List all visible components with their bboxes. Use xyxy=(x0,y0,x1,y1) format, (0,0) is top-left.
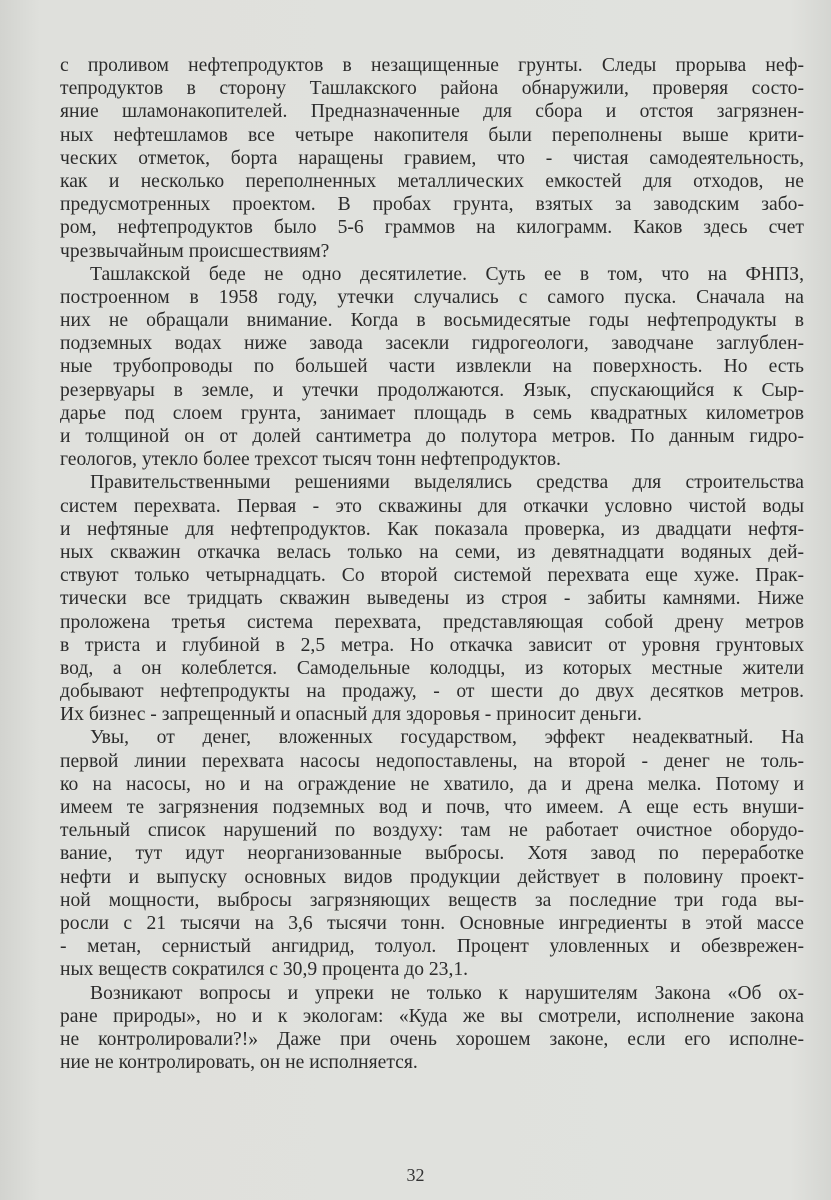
text-line: росли с 21 тысячи на 3,6 тысячи тонн. Основные ингредиенты в этой массе xyxy=(60,912,804,934)
text-line: ные трубопроводы по большей части извлекли на поверхность. Но есть xyxy=(60,356,804,378)
text-line: Правительственными решениями выделялись средства для строительства xyxy=(90,472,804,494)
text-line: систем перехвата. Первая - это скважины для откачки условно чистой воды xyxy=(60,495,804,517)
text-line: подземных водах ниже завода засекли гидрогеологи, заводчане заглублен- xyxy=(60,333,804,355)
text-line: них не обращали внимание. Когда в восьмидесятые годы нефтепродукты в xyxy=(60,310,804,332)
text-line: дарье под слоем грунта, занимает площадь в семь квадратных километров xyxy=(60,402,804,424)
text-line: ных нефтешламов все четыре накопителя были переполнены выше крити- xyxy=(60,124,804,146)
text-line: геологов, утекло более трехсот тысяч тонн нефтепродуктов. xyxy=(60,449,561,471)
text-line: ко на насосы, но и на ограждение не хватило, да и дрена мелка. Потому и xyxy=(60,773,804,795)
body-text xyxy=(60,54,804,1074)
text-line: Возникают вопросы и упреки не только к нарушителям Закона «Об ох- xyxy=(90,982,804,1004)
text-line: ствуют только четырнадцать. Со второй системой перехвата еще хуже. Прак- xyxy=(60,565,804,587)
text-line: добывают нефтепродукты на продажу, - от шести до двух десятков метров. xyxy=(60,681,804,703)
text-line: ние не контролировать, он не исполняется. xyxy=(60,1052,418,1074)
text-line: ром, нефтепродуктов было 5-6 граммов на килограмм. Каков здесь счет xyxy=(60,217,804,239)
text-line: резервуары в земле, и утечки продолжаются. Язык, спускающийся к Сыр- xyxy=(60,379,804,401)
text-line: чрезвычайным происшествиям? xyxy=(60,240,330,262)
text-line: Их бизнес - запрещенный и опасный для здоровья - приносит деньги. xyxy=(60,704,642,726)
text-line: тельный список нарушений по воздуху: там не работает очистное оборудо- xyxy=(60,820,804,842)
text-line: и нефтяные для нефтепродуктов. Как показала проверка, из двадцати нефтя- xyxy=(60,518,804,540)
text-line: ной мощности, выбросы загрязняющих веществ за последние три года вы- xyxy=(60,889,804,911)
text-line: ных веществ сократился с 30,9 процента до 23,1. xyxy=(60,959,469,981)
text-line: построенном в 1958 году, утечки случались с самого пуска. Сначала на xyxy=(60,286,804,308)
page-number: 32 xyxy=(406,1165,425,1185)
text-line: тически все тридцать скважин выведены из строя - забиты камнями. Ниже xyxy=(60,588,804,610)
text-line: как и несколько переполненных металлических емкостей для отходов, не xyxy=(60,170,804,192)
text-line: первой линии перехвата насосы недопоставлены, на второй - денег не толь- xyxy=(60,750,804,772)
text-line: вод, а он колеблется. Самодельные колодцы, из которых местные жители xyxy=(60,657,804,679)
text-line: не контролировали?!» Даже при очень хорошем законе, если его исполне- xyxy=(60,1028,804,1050)
text-line: проложена третья система перехвата, представляющая собой дрену метров xyxy=(60,611,804,633)
text-line: вание, тут идут неорганизованные выбросы. Хотя завод по переработке xyxy=(60,843,804,865)
text-line: ране природы», но и к экологам: «Куда же вы смотрели, исполнение закона xyxy=(60,1005,804,1027)
text-line: Ташлакской беде не одно десятилетие. Суть ее в том, что на ФНПЗ, xyxy=(90,263,804,285)
text-line: и толщиной он от долей сантиметра до полутора метров. По данным гидро- xyxy=(60,426,804,447)
text-line: предусмотренных проектом. В пробах грунта, взятых за заводским забо- xyxy=(60,194,804,216)
text-line: яние шламонакопителей. Предназначенные для сбора и отстоя загрязнен- xyxy=(60,101,804,123)
text-line: с проливом нефтепродуктов в незащищенные грунты. Следы прорыва неф- xyxy=(60,55,804,76)
text-line: тепродуктов в сторону Ташлакского района обнаружили, проверяя состо- xyxy=(60,78,804,100)
text-line: нефти и выпуску основных видов продукции действует в половину проект- xyxy=(60,866,804,888)
text-line: имеем те загрязнения подземных вод и почв, что имеем. А еще есть внуши- xyxy=(60,797,804,818)
text-line: ных скважин откачка велась только на семи, из девятнадцати водяных дей- xyxy=(60,541,804,563)
text-line: ческих отметок, борта наращены гравием, что - чистая самодеятельность, xyxy=(60,147,804,169)
text-line: Увы, от денег, вложенных государством, эффект неадекватный. На xyxy=(90,727,804,749)
text-line: - метан, сернистый ангидрид, толуол. Процент уловленных и обезврежен- xyxy=(60,936,804,958)
text-line: в триста и глубиной в 2,5 метра. Но откачка зависит от уровня грунтовых xyxy=(60,634,804,656)
